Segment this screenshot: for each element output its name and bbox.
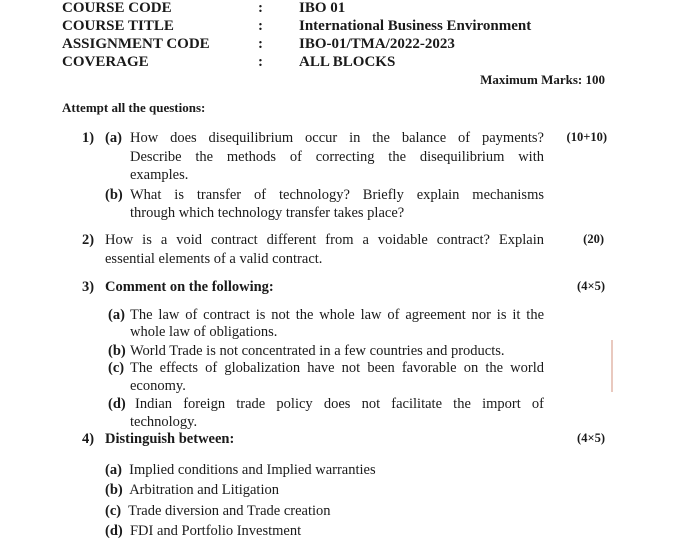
- question-title: Distinguish between:: [105, 431, 235, 447]
- list-item-text: Arbitration and Litigation: [129, 482, 279, 498]
- header-value-course-code: IBO 01: [299, 0, 346, 16]
- header-sep: :: [258, 0, 263, 16]
- question-marks: (4×5): [577, 279, 605, 293]
- subpart-label: (d): [105, 523, 123, 539]
- subpart-label: (c): [108, 360, 125, 376]
- header-value-coverage: ALL BLOCKS: [299, 54, 396, 70]
- question-text-line: How does disequilibrium occur in the balance of payments?: [130, 130, 544, 146]
- instruction: Attempt all the questions:: [62, 100, 206, 115]
- question-text-line: economy.: [130, 378, 186, 394]
- header-sep: :: [258, 36, 263, 52]
- question-text-line: How is a void contract different from a voidable contract? Explain: [105, 232, 544, 248]
- question-text-line: The law of contract is not the whole law of agreement nor is it the: [130, 307, 544, 323]
- max-marks: Maximum Marks: 100: [480, 72, 605, 87]
- subpart-label: (a): [105, 130, 122, 146]
- list-item: [105, 503, 331, 520]
- question-text-line: technology.: [130, 414, 198, 430]
- header-label-course-title: COURSE TITLE: [62, 18, 174, 34]
- subpart-label: (c): [105, 503, 122, 519]
- question-marks: (4×5): [577, 431, 605, 445]
- question-number: 2): [82, 232, 95, 248]
- question-text-line: through which technology transfer takes place?: [130, 205, 405, 221]
- scan-edge-mark: [611, 340, 613, 392]
- header-label-assignment-code: ASSIGNMENT CODE: [62, 36, 210, 52]
- question-text-line: The effects of globalization have not been favorable on the world: [130, 360, 544, 376]
- question-text-line: whole law of obligations.: [130, 324, 278, 340]
- question-marks: (20): [583, 232, 604, 246]
- question-title: Comment on the following:: [105, 279, 274, 295]
- question-text-line: essential elements of a valid contract.: [105, 251, 323, 267]
- list-item: [105, 482, 279, 499]
- list-item-text: FDI and Portfolio Investment: [129, 523, 302, 539]
- subpart-label: (b): [108, 343, 126, 359]
- question-text-line: Describe the methods of correcting the disequilibrium with: [130, 149, 544, 165]
- question-number: 3): [82, 279, 95, 295]
- header-label-coverage: COVERAGE: [62, 54, 149, 70]
- question-marks: (10+10): [566, 130, 607, 144]
- header-value-course-title: International Business Environment: [299, 18, 532, 34]
- subpart-label: (b): [105, 482, 123, 498]
- question-text-line: examples.: [130, 167, 189, 183]
- subpart-label: (b): [105, 187, 123, 203]
- list-item: [105, 523, 301, 540]
- header-value-assignment-code: IBO-01/TMA/2022-2023: [299, 36, 455, 52]
- question-text-line: Indian foreign trade policy does not facilitate the import of: [135, 396, 544, 412]
- header-sep: :: [258, 18, 263, 34]
- list-item-text: Implied conditions and Implied warranties: [129, 462, 376, 478]
- question-text-line: World Trade is not concentrated in a few countries and products.: [130, 343, 505, 359]
- subpart-label: (d): [108, 396, 126, 412]
- list-item: [105, 462, 376, 479]
- header-sep: :: [258, 54, 263, 70]
- subpart-label: (a): [108, 307, 125, 323]
- subpart-label: (a): [105, 462, 122, 478]
- question-text-line: What is transfer of technology? Briefly explain mechanisms: [130, 187, 544, 203]
- header-label-course-code: COURSE CODE: [62, 0, 172, 16]
- question-number: 1): [82, 130, 95, 146]
- question-number: 4): [82, 431, 95, 447]
- list-item-text: Trade diversion and Trade creation: [128, 503, 331, 519]
